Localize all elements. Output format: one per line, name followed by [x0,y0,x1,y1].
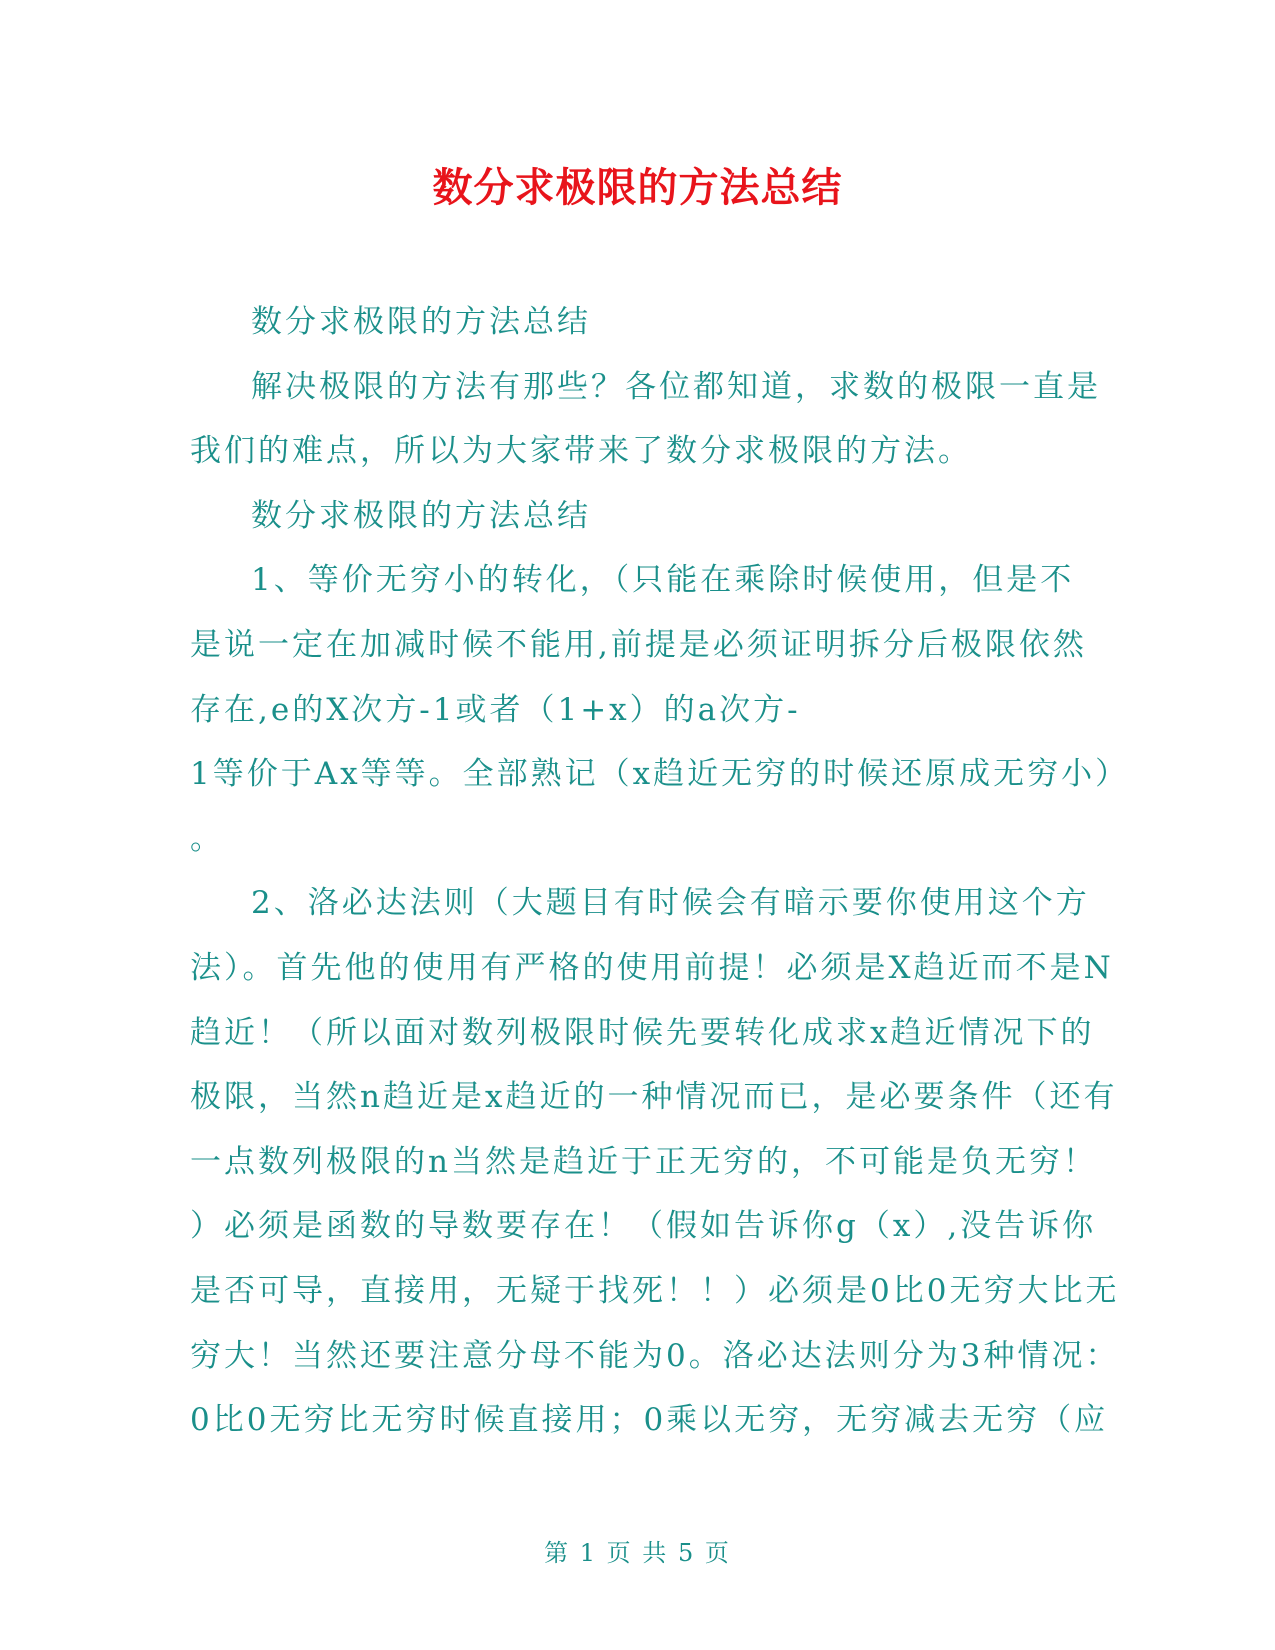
document-title: 数分求极限的方法总结 [432,165,843,211]
body-line: 法）。首先他的使用有严格的使用前提！必须是X趋近而不是N [190,949,1114,986]
body-line: 1、等价无穷小的转化，（只能在乘除时候使用，但是不 [251,562,1075,599]
body-line: 穷大！当然还要注意分母不能为0。洛必达法则分为3种情况： [190,1337,1120,1374]
body-line: 。 [190,820,224,857]
body-line: 一点数列极限的n当然是趋近于正无穷的，不可能是负无穷！ [190,1143,1097,1180]
page-number-footer: 第 1 页 共 5 页 [544,1539,731,1567]
body-line: 解决极限的方法有那些？各位都知道，求数的极限一直是 [251,368,1101,405]
body-line: 数分求极限的方法总结 [251,497,591,534]
body-line: 是否可导，直接用，无疑于找死！！）必须是0比0无穷大比无 [190,1272,1120,1309]
body-line: ）必须是函数的导数要存在！（假如告诉你g（x）,没告诉你 [190,1208,1097,1245]
body-line: 是说一定在加减时候不能用,前提是必须证明拆分后极限依然 [190,626,1087,663]
body-line: 我们的难点，所以为大家带来了数分求极限的方法。 [190,433,972,470]
body-line: 趋近！（所以面对数列极限时候先要转化成求x趋近情况下的 [190,1014,1095,1051]
body-line: 1等价于Ax等等。全部熟记（x趋近无穷的时候还原成无穷小） [190,756,1130,793]
body-line: 2、洛必达法则（大题目有时候会有暗示要你使用这个方 [251,885,1090,922]
body-line: 存在,e的X次方-1或者（1+x）的a次方- [190,691,801,728]
body-line: 0比0无穷比无穷时候直接用；0乘以无穷，无穷减去无穷（应 [190,1402,1109,1439]
document-body [190,290,1130,1453]
body-line: 数分求极限的方法总结 [251,304,591,340]
body-line: 极限，当然n趋近是x趋近的一种情况而已，是必要条件（还有 [190,1079,1118,1116]
